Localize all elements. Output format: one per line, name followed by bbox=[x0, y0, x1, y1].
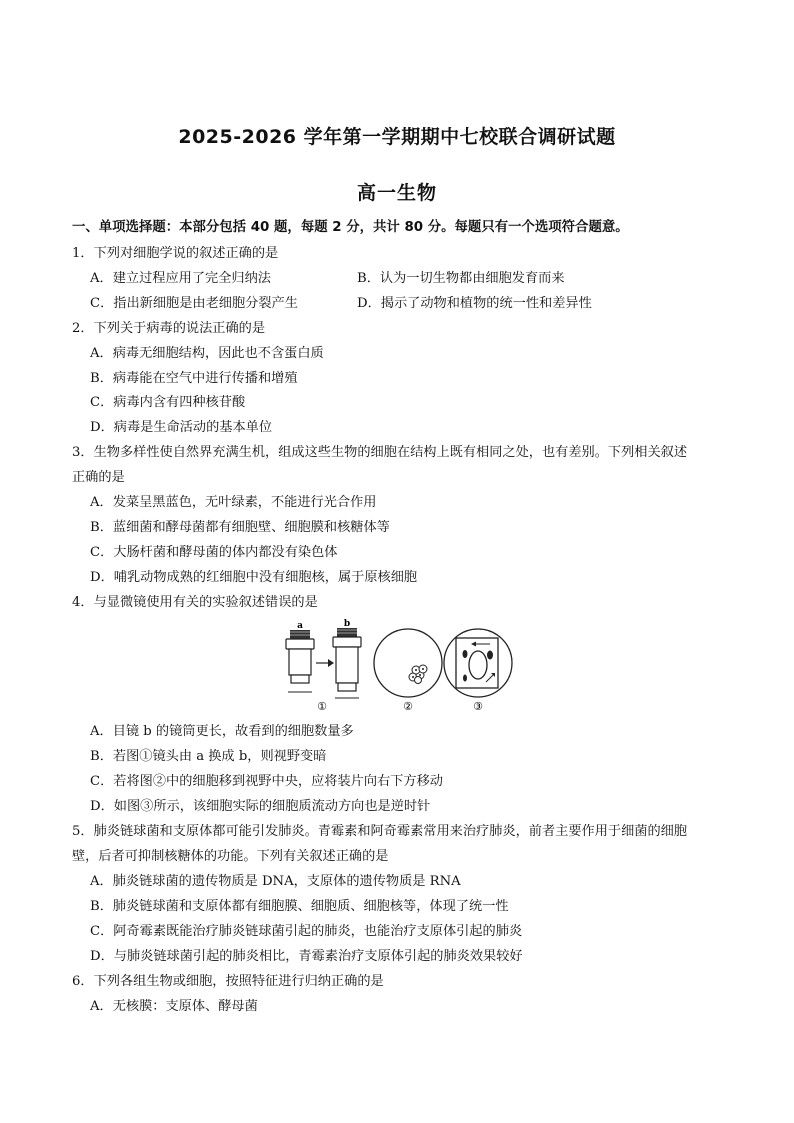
question-4-option-d: D．如图③所示，该细胞实际的细胞质流动方向也是逆时针 bbox=[90, 799, 431, 814]
question-3-stem-line-1: 3．生物多样性使自然界充满生机，组成这些生物的细胞在结构上既有相同之处，也有差别。下列相关叙述 bbox=[72, 445, 688, 460]
question-6-stem: 6．下列各组生物或细胞，按照特征进行归纳正确的是 bbox=[72, 974, 384, 989]
exam-title: 2025-2026 学年第一学期期中七校联合调研试题 bbox=[178, 126, 616, 148]
question-2-option-b: B．病毒能在空气中进行传播和增殖 bbox=[90, 371, 298, 386]
figure-3-label: ③ bbox=[473, 700, 483, 713]
question-2-option-d: D．病毒是生命活动的基本单位 bbox=[90, 420, 273, 435]
question-2-stem: 2．下列关于病毒的说法正确的是 bbox=[72, 321, 266, 336]
section-heading: 一、单项选择题：本部分包括 40 题，每题 2 分，共计 80 分。每题只有一个选项符合题意。 bbox=[72, 220, 629, 235]
question-1-option-d: D．揭示了动物和植物的统一性和差异性 bbox=[357, 296, 592, 311]
question-2-option-c: C．病毒内含有四种核苷酸 bbox=[90, 395, 246, 410]
question-3-option-c: C．大肠杆菌和酵母菌的体内都没有染色体 bbox=[90, 545, 338, 560]
question-5-option-c: C．阿奇霉素既能治疗肺炎链球菌引起的肺炎，也能治疗支原体引起的肺炎 bbox=[90, 924, 523, 939]
cytoplasm-flow-icon bbox=[444, 629, 512, 697]
question-3-stem-line-2: 正确的是 bbox=[72, 470, 125, 485]
figure-2-label: ② bbox=[403, 700, 413, 713]
question-5-option-b: B．肺炎链球菌和支原体都有细胞膜、细胞质、细胞核等，体现了统一性 bbox=[90, 899, 509, 914]
question-1-option-c: C．指出新细胞是由老细胞分裂产生 bbox=[90, 296, 298, 311]
question-4-option-c: C．若将图②中的细胞移到视野中央，应将装片向右下方移动 bbox=[90, 774, 443, 789]
question-3-option-a: A．发菜呈黑蓝色，无叶绿素，不能进行光合作用 bbox=[90, 495, 377, 510]
question-4-option-b: B．若图①镜头由 a 换成 b，则视野变暗 bbox=[90, 749, 327, 764]
question-1-stem: 1．下列对细胞学说的叙述正确的是 bbox=[72, 246, 279, 261]
question-5-option-d: D．与肺炎链球菌引起的肺炎相比，青霉素治疗支原体引起的肺炎效果较好 bbox=[90, 949, 523, 964]
eyepiece-b-icon bbox=[333, 628, 361, 691]
figure-1-label: ① bbox=[317, 700, 327, 713]
question-5-stem-line-1: 5．肺炎链球菌和支原体都可能引发肺炎。青霉素和阿奇霉素常用来治疗肺炎，前者主要作用于细菌的细胞 bbox=[72, 824, 688, 839]
label-a: a bbox=[297, 621, 303, 631]
exam-subject: 高一生物 bbox=[356, 182, 437, 204]
question-3-option-b: B．蓝细菌和酵母菌都有细胞壁、细胞膜和核糖体等 bbox=[90, 520, 390, 535]
question-2-option-a: A．病毒无细胞结构，因此也不含蛋白质 bbox=[90, 346, 324, 361]
microscope-figure bbox=[280, 618, 520, 714]
question-6-option-a: A．无核膜：支原体、酵母菌 bbox=[90, 999, 258, 1014]
question-5-stem-line-2: 壁，后者可抑制核糖体的功能。下列有关叙述正确的是 bbox=[72, 849, 389, 864]
question-4-option-a: A．目镜 b 的镜筒更长，故看到的细胞数量多 bbox=[90, 724, 354, 739]
question-4-stem: 4．与显微镜使用有关的实验叙述错误的是 bbox=[72, 595, 318, 610]
question-3-option-d: D．哺乳动物成熟的红细胞中没有细胞核，属于原核细胞 bbox=[90, 570, 418, 585]
question-5-option-a: A．肺炎链球菌的遗传物质是 DNA，支原体的遗传物质是 RNA bbox=[90, 874, 461, 889]
eyepiece-a-icon bbox=[286, 630, 314, 683]
question-1-option-b: B．认为一切生物都由细胞发育而来 bbox=[357, 271, 565, 286]
label-b: b bbox=[343, 619, 351, 629]
field-of-view-icon bbox=[374, 629, 442, 697]
question-1-option-a: A．建立过程应用了完全归纳法 bbox=[90, 271, 271, 286]
